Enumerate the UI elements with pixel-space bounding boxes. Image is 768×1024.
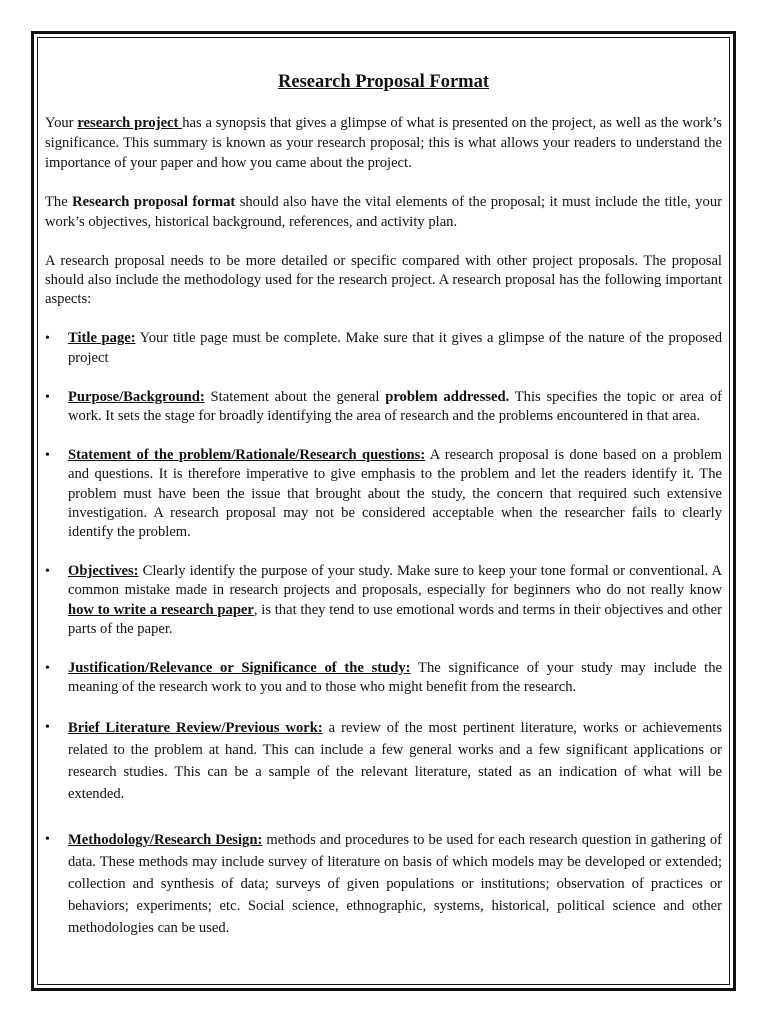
document-title: Research Proposal Format	[278, 72, 489, 92]
list-item-statement	[45, 446, 722, 542]
bullet-icon: •	[45, 331, 50, 347]
bullet-icon: •	[45, 720, 50, 736]
format-text-start: The	[45, 194, 73, 211]
list-item-bold: problem addressed.	[385, 388, 510, 405]
bullet-icon: •	[45, 661, 50, 677]
format-text-end: should also have the vital elements of the proposal; it must include the title, your work’s objectives, historical background, references, and activity plan.	[45, 194, 722, 230]
document-body	[45, 70, 722, 959]
list-item-heading: Objectives:	[68, 563, 139, 580]
list-item-heading: Purpose/Background:	[68, 388, 205, 405]
list-item-text-end: , is that they tend to use emotional words and terms in their objectives and other parts of the paper.	[68, 601, 722, 637]
list-item-heading: Methodology/Research Design:	[68, 832, 263, 849]
bullet-icon: •	[45, 448, 50, 464]
list-item-text: Statement about the general	[204, 388, 386, 405]
list-item-text: a review of the most pertinent literature, works or achievements related to the problem at hand. This can include a few general works and a few significant applications or research studies. This can be a sample of the relevant literature, stated as an indication of what will be extended.	[68, 720, 722, 803]
format-paragraph	[45, 193, 722, 231]
list-item-literature	[45, 717, 722, 805]
bullet-icon: •	[45, 832, 50, 848]
intro-paragraph	[45, 114, 722, 173]
list-item-methodology	[45, 829, 722, 939]
list-item-text: The significance of your study may include the meaning of the research work to you and to those who might benefit from the research.	[68, 660, 722, 696]
list-item-purpose	[45, 388, 722, 426]
list-item-heading: Justification/Relevance or Significance of the study:	[68, 660, 411, 677]
format-bold-term: Research proposal format	[72, 194, 236, 211]
aspects-paragraph: A research proposal needs to be more detailed or specific compared with other project proposals. The proposal should also include the methodology used for the research project. A research proposal has the following important aspects:	[45, 252, 722, 308]
aspects-list	[45, 329, 722, 939]
list-item-text: Your title page must be complete. Make sure that it gives a glimpse of the nature of the proposed project	[68, 330, 722, 366]
bullet-icon: •	[45, 389, 50, 405]
research-project-link[interactable]: research project	[77, 115, 183, 131]
list-item-text: A research proposal is done based on a problem and questions. It is therefore imperative to give emphasis to the problem and let the readers identify it. The problem must have been the issue that brought about the study, the concern that required such extensive investigation. A research proposal may not be considered acceptable when the researcher fails to clearly identify the problem.	[68, 447, 722, 541]
list-item-text: Clearly identify the purpose of your study. Make sure to keep your tone formal or conventional. A common mistake made in research projects and proposals, especially for beginners who do not really know	[68, 563, 722, 599]
list-item-heading: Statement of the problem/Rationale/Research questions:	[68, 447, 426, 464]
bullet-icon: •	[45, 564, 50, 580]
list-item-title-page	[45, 329, 722, 367]
intro-text-start: Your	[45, 115, 78, 131]
list-item-text-end: This specifies the topic or area of work. It sets the stage for broadly identifying the area of research and the problems encountered in that area.	[68, 388, 722, 425]
list-item-objectives	[45, 562, 722, 639]
list-item-justification	[45, 659, 722, 697]
list-item-heading: Brief Literature Review/Previous work:	[68, 720, 323, 737]
research-paper-link[interactable]: how to write a research paper	[68, 601, 254, 618]
list-item-text: methods and procedures to be used for each research question in gathering of data. These methods may include survey of literature on basis of which models may be developed or extended; collection and synthesis of data; surveys of given populations or institutions; observation of practices or behaviors; experiments; etc. Social science, ethnographic, systems, historical, political science and other methodologies can be used.	[68, 832, 722, 937]
intro-text-end: has a synopsis that gives a glimpse of what is presented on the project, as well as the work’s significance. This summary is known as your research proposal; this is what allows your readers to understand the importance of your paper and how you came about the project.	[45, 115, 722, 171]
list-item-heading: Title page:	[68, 330, 136, 347]
